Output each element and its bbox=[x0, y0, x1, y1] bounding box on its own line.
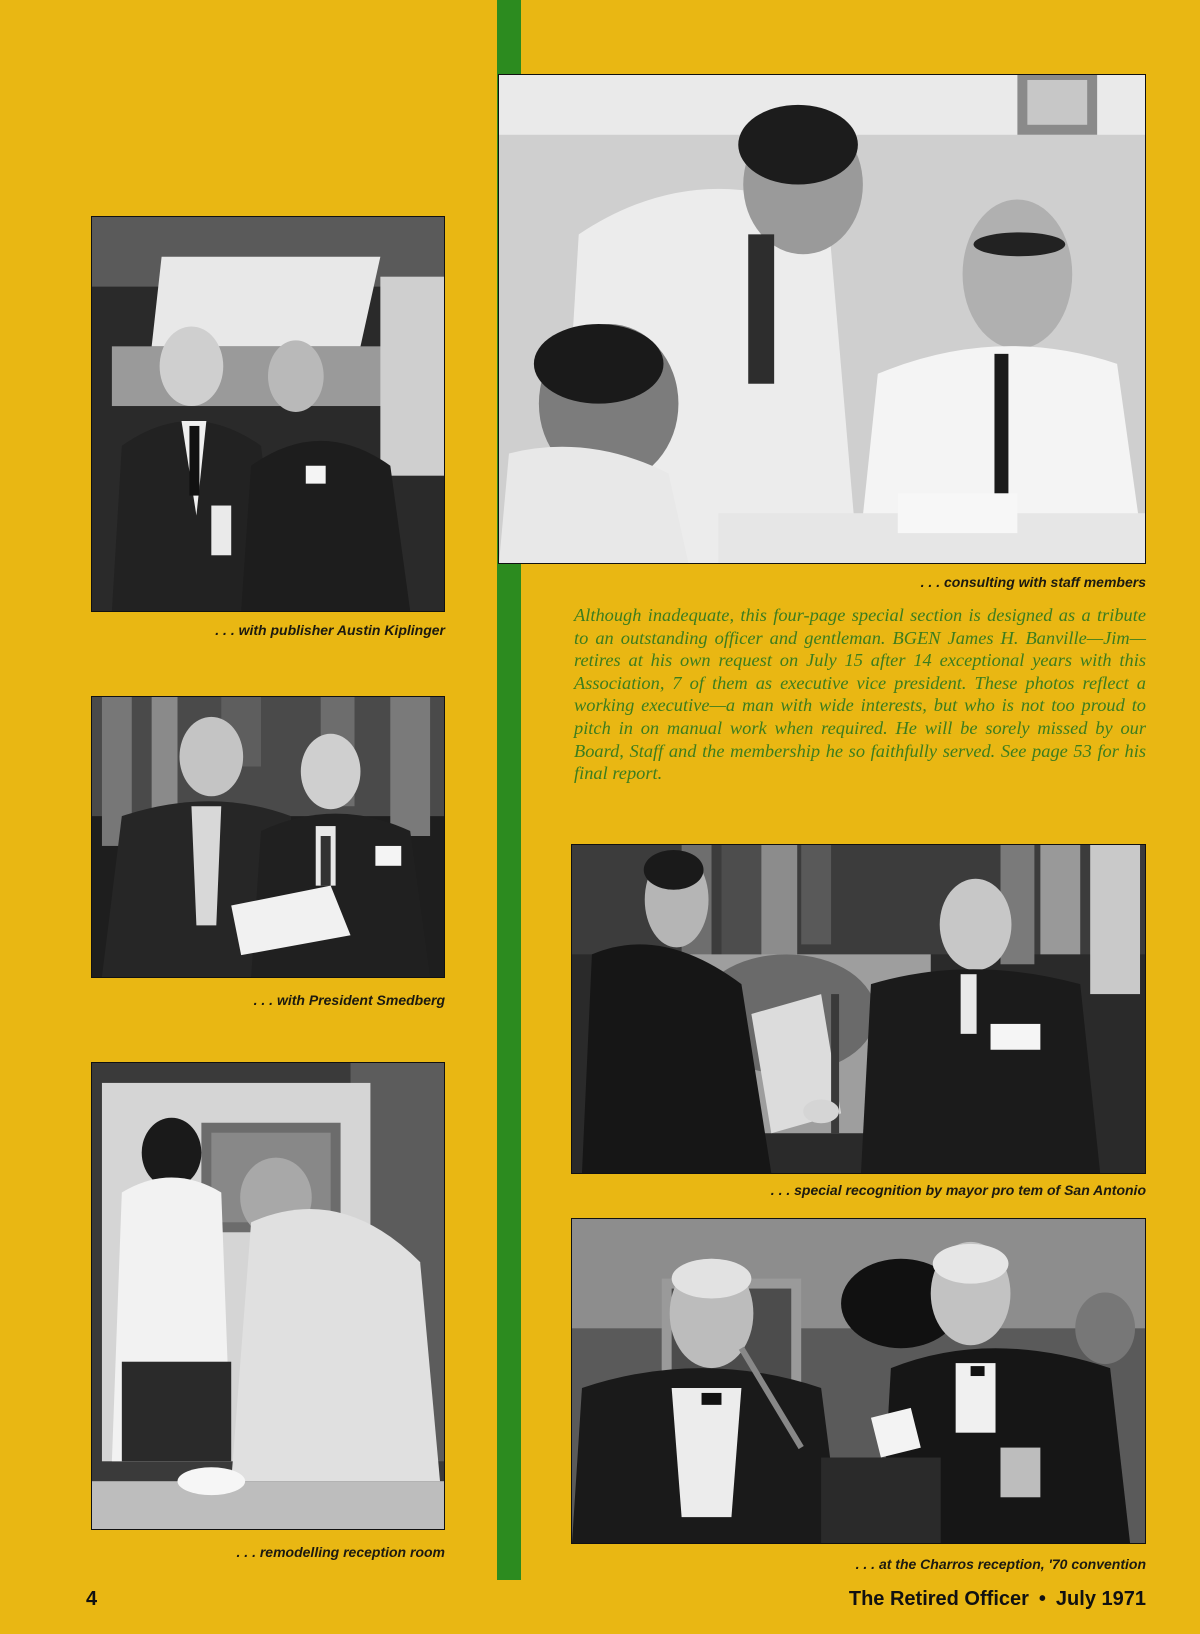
caption-kiplinger: . . . with publisher Austin Kiplinger bbox=[215, 622, 445, 638]
publication-name: The Retired Officer bbox=[848, 1588, 1029, 1610]
caption-remodelling: . . . remodelling reception room bbox=[236, 1544, 445, 1560]
caption-san-antonio: . . . special recognition by mayor pro tem of San Antonio bbox=[770, 1182, 1146, 1198]
photo-consulting bbox=[498, 74, 1146, 564]
caption-consulting: . . . consulting with staff members bbox=[920, 574, 1146, 590]
issue-date: July 1971 bbox=[1055, 1588, 1146, 1610]
caption-smedberg: . . . with President Smedberg bbox=[253, 992, 445, 1008]
photo-san-antonio bbox=[571, 844, 1146, 1174]
tribute-text: Although inadequate, this four-page special section is designed as a tribute to an outstanding officer and gentleman. BGEN James H. Banville—Jim—retires at his own request on July 15 after 14 exceptional years with this Association, 7 of them as executive vice president. These photos reflect a working executive—a man with wide interests, but who is not too proud to pitch in on manual work when required. He will be sorely missed by our Board, Staff and the membership he so faithfully served. See page 53 for his final report. bbox=[574, 605, 1146, 784]
photo-remodelling bbox=[91, 1062, 445, 1530]
photo-smedberg bbox=[91, 696, 445, 978]
separator-dot: • bbox=[1038, 1588, 1046, 1610]
photo-charros bbox=[571, 1218, 1146, 1544]
footer-publication bbox=[849, 1588, 1146, 1611]
photo-kiplinger bbox=[91, 216, 445, 612]
caption-charros: . . . at the Charros reception, '70 convention bbox=[855, 1556, 1146, 1572]
page-number: 4 bbox=[86, 1588, 98, 1610]
